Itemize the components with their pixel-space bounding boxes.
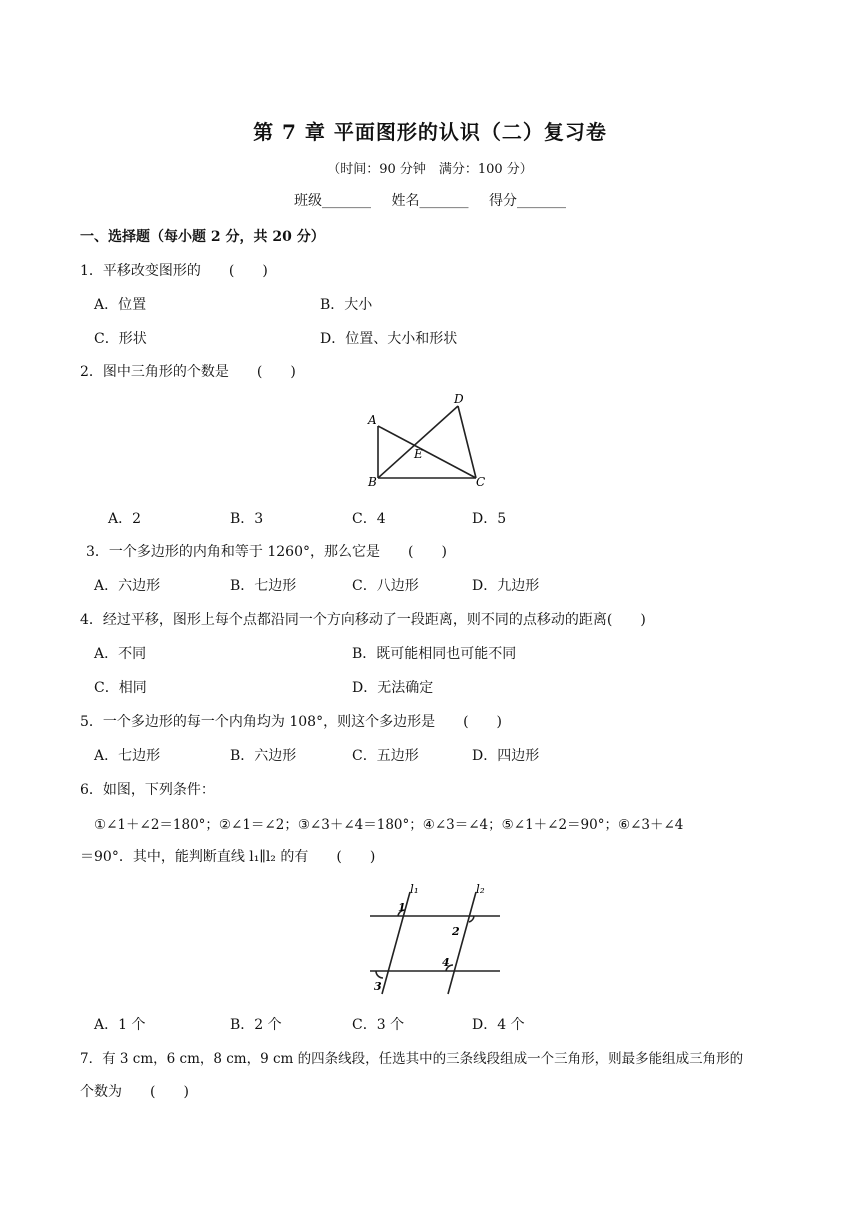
parallel-lines-figure (362, 880, 508, 998)
segment-bd (378, 406, 458, 478)
question-3-stem: 3．一个多边形的内角和等于 1260°，那么它是 ( ) (86, 544, 447, 560)
question-4-option-d: D．无法确定 (352, 680, 434, 696)
line-l1 (382, 892, 410, 994)
label-angle-1: 1 (398, 901, 406, 914)
question-6-stem: 6．如图，下列条件： (80, 782, 215, 798)
question-4-option-c: C．相同 (94, 680, 147, 696)
question-2-option-a: A．2 (108, 511, 142, 527)
question-1-option-c: C．形状 (94, 331, 147, 347)
question-2-option-d: D．5 (472, 511, 507, 527)
question-5-option-c: C．五边形 (352, 748, 419, 764)
question-7-stem: 7．有 3 cm，6 cm，8 cm，9 cm 的四条线段，任选其中的三条线段组成一个三角形，则最多能组成三角形的 (80, 1051, 744, 1067)
label-b: B (368, 475, 377, 489)
question-1-option-d: D．位置、大小和形状 (320, 331, 458, 347)
score-field: 得分_______ (488, 193, 566, 209)
label-a: A (368, 413, 377, 427)
class-field: 班级_______ (294, 193, 372, 209)
question-7-stem-cont: 个数为 ( ) (80, 1084, 189, 1100)
question-6-option-c: C．3 个 (352, 1017, 405, 1033)
label-c: C (476, 475, 486, 489)
question-5-stem: 5．一个多边形的每一个内角均为 108°，则这个多边形是 ( ) (80, 714, 503, 730)
question-3-option-c: C．八边形 (352, 578, 419, 594)
question-2-option-b: B．3 (230, 511, 264, 527)
name-field: 姓名_______ (391, 193, 469, 209)
exam-subtitle: （时间：90 分钟 满分：100 分） (327, 162, 533, 177)
question-3-option-b: B．七边形 (230, 578, 297, 594)
question-4-option-b: B．既可能相同也可能不同 (352, 646, 517, 662)
question-6-option-b: B．2 个 (230, 1017, 282, 1033)
angle-3-arc (376, 971, 383, 978)
segment-dc (458, 406, 476, 478)
question-3-option-d: D．九边形 (472, 578, 540, 594)
label-l2: l₂ (476, 882, 485, 896)
question-6-option-a: A．1 个 (94, 1017, 146, 1033)
question-2-option-c: C．4 (352, 511, 386, 527)
page-title: 第 7 章 平面图形的认识（二）复习卷 (253, 120, 607, 144)
question-6-conditions: ①∠1＋∠2＝180°；②∠1＝∠2；③∠3＋∠4＝180°；④∠3＝∠4；⑤∠1＋∠2＝90°；⑥∠3＋∠4 (94, 817, 684, 833)
label-angle-2: 2 (452, 925, 460, 938)
line-l2 (448, 892, 476, 994)
question-4-stem: 4．经过平移，图形上每个点都沿同一个方向移动了一段距离，则不同的点移动的距离( ) (80, 612, 646, 628)
question-3-option-a: A．六边形 (94, 578, 161, 594)
question-6-option-d: D．4 个 (472, 1017, 525, 1033)
question-5-option-a: A．七边形 (94, 748, 161, 764)
triangle-figure (362, 386, 502, 494)
question-6-conditions-cont: ＝90°．其中，能判断直线 l₁∥l₂ 的有 ( ) (80, 849, 376, 865)
label-d: D (454, 392, 464, 406)
question-4-option-a: A．不同 (94, 646, 147, 662)
question-1-stem: 1．平移改变图形的 ( ) (80, 263, 268, 279)
label-angle-3: 3 (374, 980, 382, 993)
question-1-option-a: A．位置 (94, 297, 147, 313)
question-1-option-b: B．大小 (320, 297, 373, 313)
question-5-option-d: D．四边形 (472, 748, 540, 764)
section-heading: 一、选择题（每小题 2 分，共 20 分） (80, 229, 325, 245)
student-info-line (0, 190, 860, 210)
label-angle-4: 4 (442, 956, 450, 969)
question-5-option-b: B．六边形 (230, 748, 297, 764)
label-e: E (414, 447, 423, 461)
label-l1: l₁ (410, 882, 419, 896)
question-2-stem: 2．图中三角形的个数是 ( ) (80, 364, 296, 380)
